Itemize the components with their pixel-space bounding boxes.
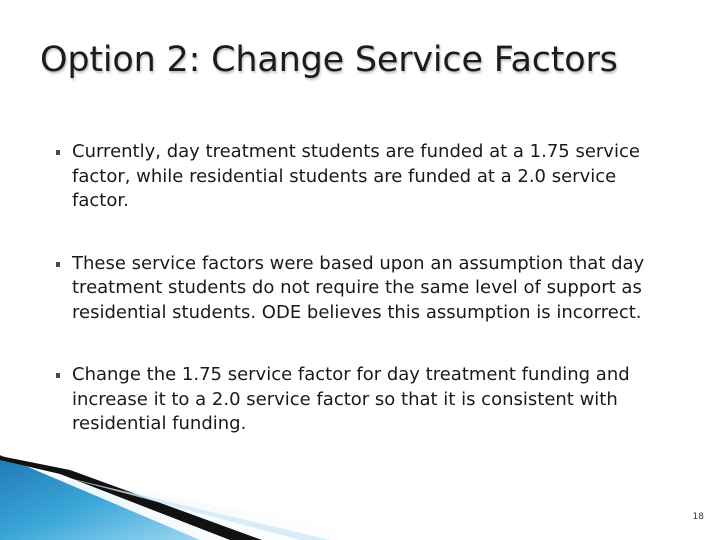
bullet-item [50,252,670,326]
bullet-list [50,140,670,475]
bullet-text: These service factors were based upon an assumption that day treatment students do not require the same level of support as residential students. ODE believes this assumption is incorrect. [72,252,645,323]
bullet-text: Currently, day treatment students are funded at a 1.75 service factor, while residential students are funded at a 2.0 service factor. [72,141,640,211]
square-bullet-icon [56,373,60,378]
bullet-item [50,140,670,214]
slide-title: Option 2: Change Service Factors [40,40,618,80]
page-number: 18 [692,512,704,522]
square-bullet-icon [56,262,60,267]
bullet-item [50,363,670,437]
bullet-text: Change the 1.75 service factor for day treatment funding and increase it to a 2.0 service factor so that it is consistent with residential funding. [72,364,630,434]
square-bullet-icon [56,150,60,155]
